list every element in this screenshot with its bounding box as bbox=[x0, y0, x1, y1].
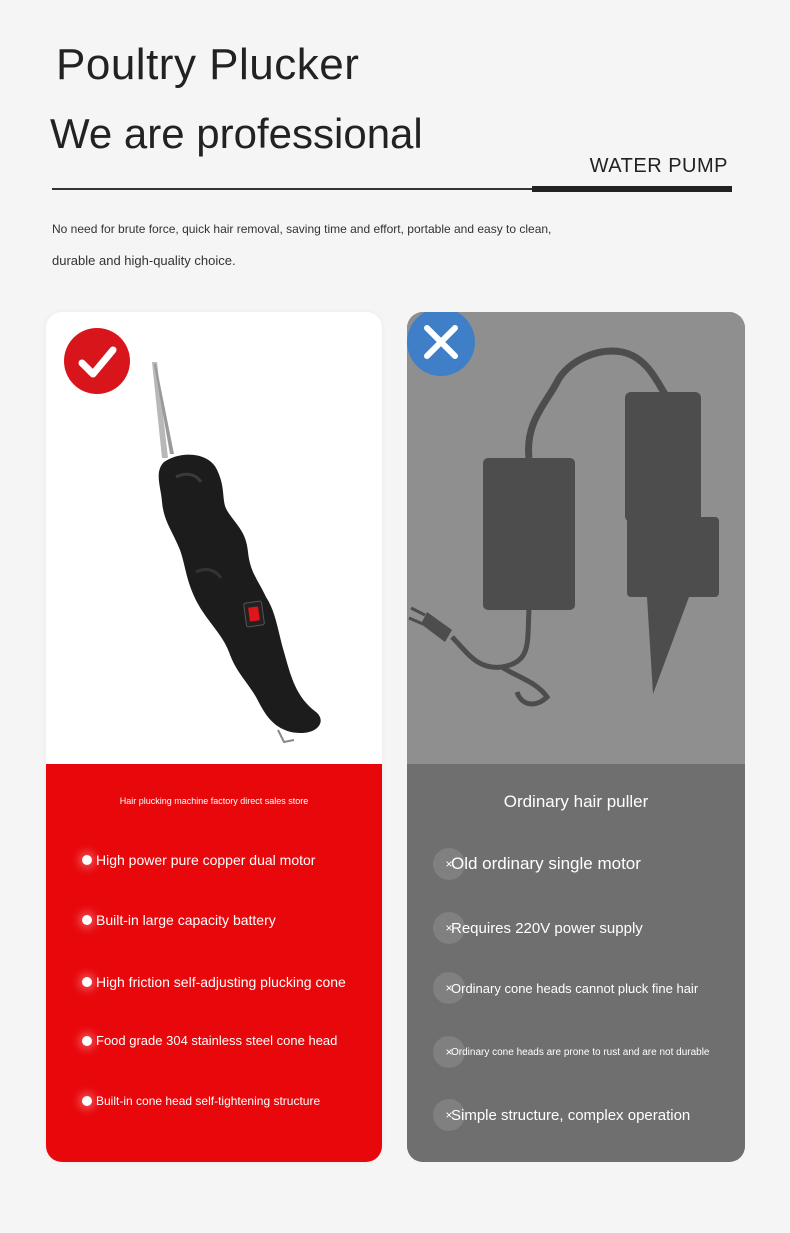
drawback-text: Ordinary cone heads are prone to rust and are not durable bbox=[451, 1046, 710, 1058]
bullet-dot-icon bbox=[82, 977, 92, 987]
bullet-dot-icon bbox=[82, 1096, 92, 1106]
bullet-dot-icon bbox=[82, 855, 92, 865]
bullet-dot-icon bbox=[82, 1036, 92, 1046]
drawback-item bbox=[437, 848, 641, 880]
page-title: Poultry Plucker bbox=[56, 40, 360, 89]
divider-thick bbox=[532, 186, 732, 192]
description-line-2: durable and high-quality choice. bbox=[52, 253, 236, 268]
x-mark-icon: × bbox=[433, 1099, 465, 1131]
feature-text: Built-in cone head self-tightening structure bbox=[96, 1094, 321, 1108]
drawback-text: Ordinary cone heads cannot pluck fine hair bbox=[451, 980, 699, 996]
check-icon bbox=[64, 328, 130, 394]
ordinary-plucker-silhouette bbox=[407, 312, 745, 764]
page-subtitle: We are professional bbox=[50, 110, 423, 157]
feature-item bbox=[82, 1033, 337, 1048]
x-mark-icon: × bbox=[433, 972, 465, 1004]
x-badge bbox=[407, 312, 475, 376]
x-mark-icon: × bbox=[433, 1036, 465, 1068]
feature-item bbox=[82, 1094, 320, 1108]
drawback-item bbox=[437, 972, 698, 1004]
feature-item bbox=[82, 974, 346, 990]
feature-text: Built-in large capacity battery bbox=[96, 912, 276, 928]
comparison-card bbox=[407, 312, 745, 1162]
features-panel bbox=[46, 764, 382, 1162]
ordinary-device-image bbox=[407, 312, 745, 764]
ordinary-heading: Ordinary hair puller bbox=[503, 792, 649, 811]
drawback-text: Simple structure, complex operation bbox=[451, 1106, 691, 1124]
divider-thin bbox=[52, 188, 532, 190]
drawback-item bbox=[437, 912, 643, 944]
product-card bbox=[46, 312, 382, 1162]
bullet-dot-icon bbox=[82, 915, 92, 925]
drawbacks-panel bbox=[407, 764, 745, 1162]
feature-item bbox=[82, 852, 315, 868]
drawback-item bbox=[437, 1036, 710, 1068]
drawback-text: Requires 220V power supply bbox=[451, 919, 643, 937]
store-heading: Hair plucking machine factory direct sales store bbox=[119, 796, 309, 806]
check-badge bbox=[64, 328, 130, 394]
x-mark-icon: × bbox=[433, 912, 465, 944]
tagline: WATER PUMP bbox=[589, 155, 728, 177]
description-line-1: No need for brute force, quick hair removal, saving time and effort, portable and easy to clean, bbox=[52, 222, 552, 236]
feature-text: High power pure copper dual motor bbox=[96, 852, 316, 868]
feature-text: High friction self-adjusting plucking cone bbox=[96, 974, 346, 990]
drawback-item bbox=[437, 1099, 690, 1131]
close-icon bbox=[407, 312, 475, 376]
feature-text: Food grade 304 stainless steel cone head bbox=[96, 1033, 338, 1048]
x-mark-icon: × bbox=[433, 848, 465, 880]
description bbox=[52, 214, 612, 276]
product-image bbox=[46, 312, 382, 764]
feature-item bbox=[82, 912, 276, 928]
drawback-text: Old ordinary single motor bbox=[451, 854, 641, 873]
